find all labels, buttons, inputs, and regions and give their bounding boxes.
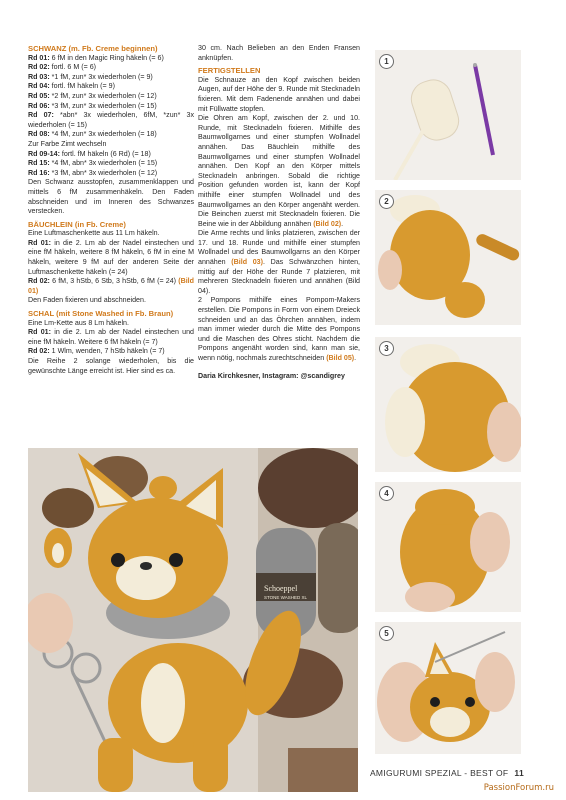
instruction-text: . Das Schwänzchen hinten, mittig auf der Höhe der Runde 7 platzieren, mit mehreren Stecknadeln fixieren und annähen (Bild 04).	[198, 258, 360, 295]
round-instruction	[28, 347, 194, 357]
round-instruction	[28, 150, 194, 160]
yarn-sub-label: STONE WASHED XL	[264, 595, 308, 600]
instruction-text: *3 fM, abn* 3x wiederholen (= 12)	[49, 168, 158, 177]
yarn-label: Schoeppel	[264, 584, 298, 593]
crochet-belly-piece	[375, 50, 521, 180]
paragraph	[198, 229, 360, 296]
figure-reference: (Bild 02)	[313, 219, 342, 228]
text-column-right	[198, 44, 360, 381]
watermark: PassionForum.ru	[483, 783, 554, 793]
round-label: Rd 01:	[28, 328, 51, 337]
paragraph	[28, 178, 194, 216]
magazine-title: AMIGURUMI SPEZIAL - BEST OF	[369, 768, 509, 778]
instruction-text: in die 2. Lm ab der Nadel einstechen und eine fM häkeln. Weitere 6 fM häkeln (= 7)	[28, 328, 194, 346]
paragraph	[198, 44, 360, 63]
round-instruction	[28, 130, 194, 140]
round-instruction	[28, 239, 194, 277]
instruction-text: 1 Wlm, wenden, 7 hStb häkeln (= 7)	[49, 347, 165, 356]
instruction-text: Zur Farbe Zimt wechseln	[28, 139, 107, 148]
section-heading: FERTIGSTELLEN	[198, 66, 261, 76]
step-photo-4	[375, 482, 521, 612]
round-instruction	[28, 169, 194, 179]
instruction-text: *abn* 3x wiederholen, 6fM, *zun* 3x wiederholen (= 15)	[28, 111, 194, 129]
text-column-left	[28, 44, 194, 376]
paragraph	[198, 76, 360, 114]
round-label: Rd 07:	[28, 111, 54, 120]
round-instruction	[28, 328, 194, 347]
round-label: Rd 01:	[28, 53, 50, 62]
instruction-text: Die Ohren am Kopf, zwischen der 2. und 10. Runde, mit Stecknadeln fixieren. Mithilfe des Baumwollgarnes und einer stumpfen Wollnadel annähen. Das Bäuchlein mithilfe des Baumwollgarnes und einer stumpfen Wollnadel annähen. Den Kopf an den Körper mittels Stecknadeln anbringen. Sobald die richtige Position gefunden worden ist, kann der Kopf mithilfe einer stumpfen Wollnadel und des Baumwollgarnes an den Körper angenäht werden. Die Beinchen zuerst mit Stecknadeln fixieren. Die Beine wie in der Abbildung annähen	[198, 114, 360, 228]
step-number: 4	[379, 486, 394, 501]
instruction-text: 6 fM in den Magic Ring häkeln (= 6)	[49, 53, 164, 62]
instruction-text: *2 fM, zun* 3x wiederholen (= 12)	[49, 91, 157, 100]
paragraph	[28, 319, 194, 329]
paragraph	[28, 140, 194, 150]
instruction-text: *4 fM, zun* 3x wiederholen (= 18)	[49, 130, 157, 139]
page-number: 11	[514, 768, 524, 778]
paragraph	[198, 114, 360, 229]
instruction-text: *1 fM, zun* 3x wiederholen (= 9)	[49, 72, 153, 81]
instruction-text: fortl. 6 M (= 6)	[49, 63, 97, 72]
instruction-text: 30 cm. Nach Belieben an den Enden Fransen anknüpfen.	[198, 44, 360, 62]
round-label: Rd 15:	[28, 159, 50, 168]
fox-ear-pompom	[375, 622, 521, 754]
step-photo-2	[375, 190, 521, 325]
round-label: Rd 02:	[28, 347, 50, 356]
round-label: Rd 01:	[28, 238, 51, 247]
instruction-text: Den Schwanz ausstopfen, zusammenklappen und mittels 6 fM zusammenhäkeln. Den Faden abschneiden und im Inneren des Schwanzes verstecken.	[28, 178, 194, 216]
figure-reference: (Bild 05)	[326, 354, 355, 362]
round-label: Rd 02:	[28, 63, 50, 72]
paragraph	[198, 296, 360, 363]
round-label: Rd 16:	[28, 168, 50, 177]
step-number: 2	[379, 194, 394, 209]
round-instruction	[28, 102, 194, 112]
round-instruction	[28, 159, 194, 169]
paragraph	[28, 229, 194, 239]
round-instruction	[28, 92, 194, 102]
paragraph	[28, 296, 194, 306]
round-label: Rd 02:	[28, 277, 50, 286]
author-credit: Daria Kirchkesner, Instagram: @scandigrey	[198, 371, 345, 380]
instruction-text: fortl. fM häkeln (6 Rd) (= 18)	[59, 149, 151, 158]
section-heading: SCHAL (mit Stone Washed in Fb. Braun)	[28, 309, 174, 319]
step-photo-1	[375, 50, 521, 180]
fox-tail	[375, 482, 521, 612]
round-instruction	[28, 73, 194, 83]
fox-amigurumi-illustration	[28, 448, 358, 792]
step-number: 3	[379, 341, 394, 356]
instruction-text: .	[354, 354, 357, 362]
round-label: Rd 05:	[28, 91, 50, 100]
section-heading: BÄUCHLEIN (in Fb. Creme)	[28, 219, 126, 229]
round-label: Rd 04:	[28, 82, 50, 91]
round-label: Rd 09-14:	[28, 149, 60, 158]
section-heading: SCHWANZ (m. Fb. Creme beginnen)	[28, 44, 158, 53]
step-number: 1	[379, 54, 394, 69]
paragraph	[28, 357, 194, 376]
main-fox-photo	[28, 448, 358, 792]
instruction-text: Eine Luftmaschenkette aus 11 Lm häkeln.	[28, 229, 160, 238]
step-photo-3	[375, 337, 521, 472]
instruction-text: *4 fM, abn* 3x wiederholen (= 15)	[49, 159, 158, 168]
instruction-text: 6 fM, 3 hStb, 6 Stb, 3 hStb, 6 fM (= 24)	[49, 277, 177, 286]
figure-reference: (Bild 03)	[231, 258, 263, 267]
instruction-text: Die Schnauze an den Kopf zwischen beiden Augen, auf der Höhe der 9. Runde mit Stecknadeln fixieren. Mit dem Fadenende annähen und dabei mit Füllwatte stopfen.	[198, 75, 360, 113]
round-instruction	[28, 111, 194, 130]
instruction-text: Die Reihe 2 solange wiederholen, bis die gewünschte Länge erreicht ist. Hier sind es ca.	[28, 357, 194, 375]
round-instruction	[28, 54, 194, 64]
round-instruction	[28, 82, 194, 92]
fox-body-legs	[375, 190, 521, 325]
step-photo-5	[375, 622, 521, 754]
instruction-text: .	[341, 219, 344, 228]
round-instruction	[28, 277, 194, 296]
instruction-text: in die 2. Lm ab der Nadel einstechen und eine fM häkeln, weitere 8 fM häkeln, 6 fM in eine M häkeln, weitere 9 fM auf der anderen Seite der Luftmaschenkette häkeln (= 24)	[28, 238, 194, 276]
round-label: Rd 03:	[28, 72, 50, 81]
figure-reference: (Bild 01)	[28, 277, 194, 295]
instruction-text: 2 Pompons mithilfe eines Pompom-Makers erstellen. Die Pompons in Form von einem Dreieck schneiden und an das Öhrchen annähen, indem man immer wieder durch die Mitte des Pompons und die Maschen des Ohres sticht. Nachdem die Pompons angenäht worden sind, kann man sie, wenn nötig, nochmals zurechtschneiden	[198, 296, 360, 362]
instruction-text: *3 fM, zun* 3x wiederholen (= 15)	[49, 101, 157, 110]
instruction-text: Die Arme rechts und links platzieren, zwischen der 17. und 18. Runde und mithilfe einer stumpfen Wollnadel und des Baumwollgarns an den Körper annähen	[198, 229, 360, 267]
page-footer	[370, 768, 524, 778]
fox-arms	[375, 337, 521, 472]
round-instruction	[28, 63, 194, 73]
round-label: Rd 08:	[28, 130, 50, 139]
instruction-text: Eine Lm-Kette aus 8 Lm häkeln.	[28, 318, 129, 327]
step-number: 5	[379, 626, 394, 641]
round-label: Rd 06:	[28, 101, 50, 110]
instruction-text: Den Faden fixieren und abschneiden.	[28, 296, 146, 305]
instruction-text: fortl. fM häkeln (= 9)	[49, 82, 115, 91]
